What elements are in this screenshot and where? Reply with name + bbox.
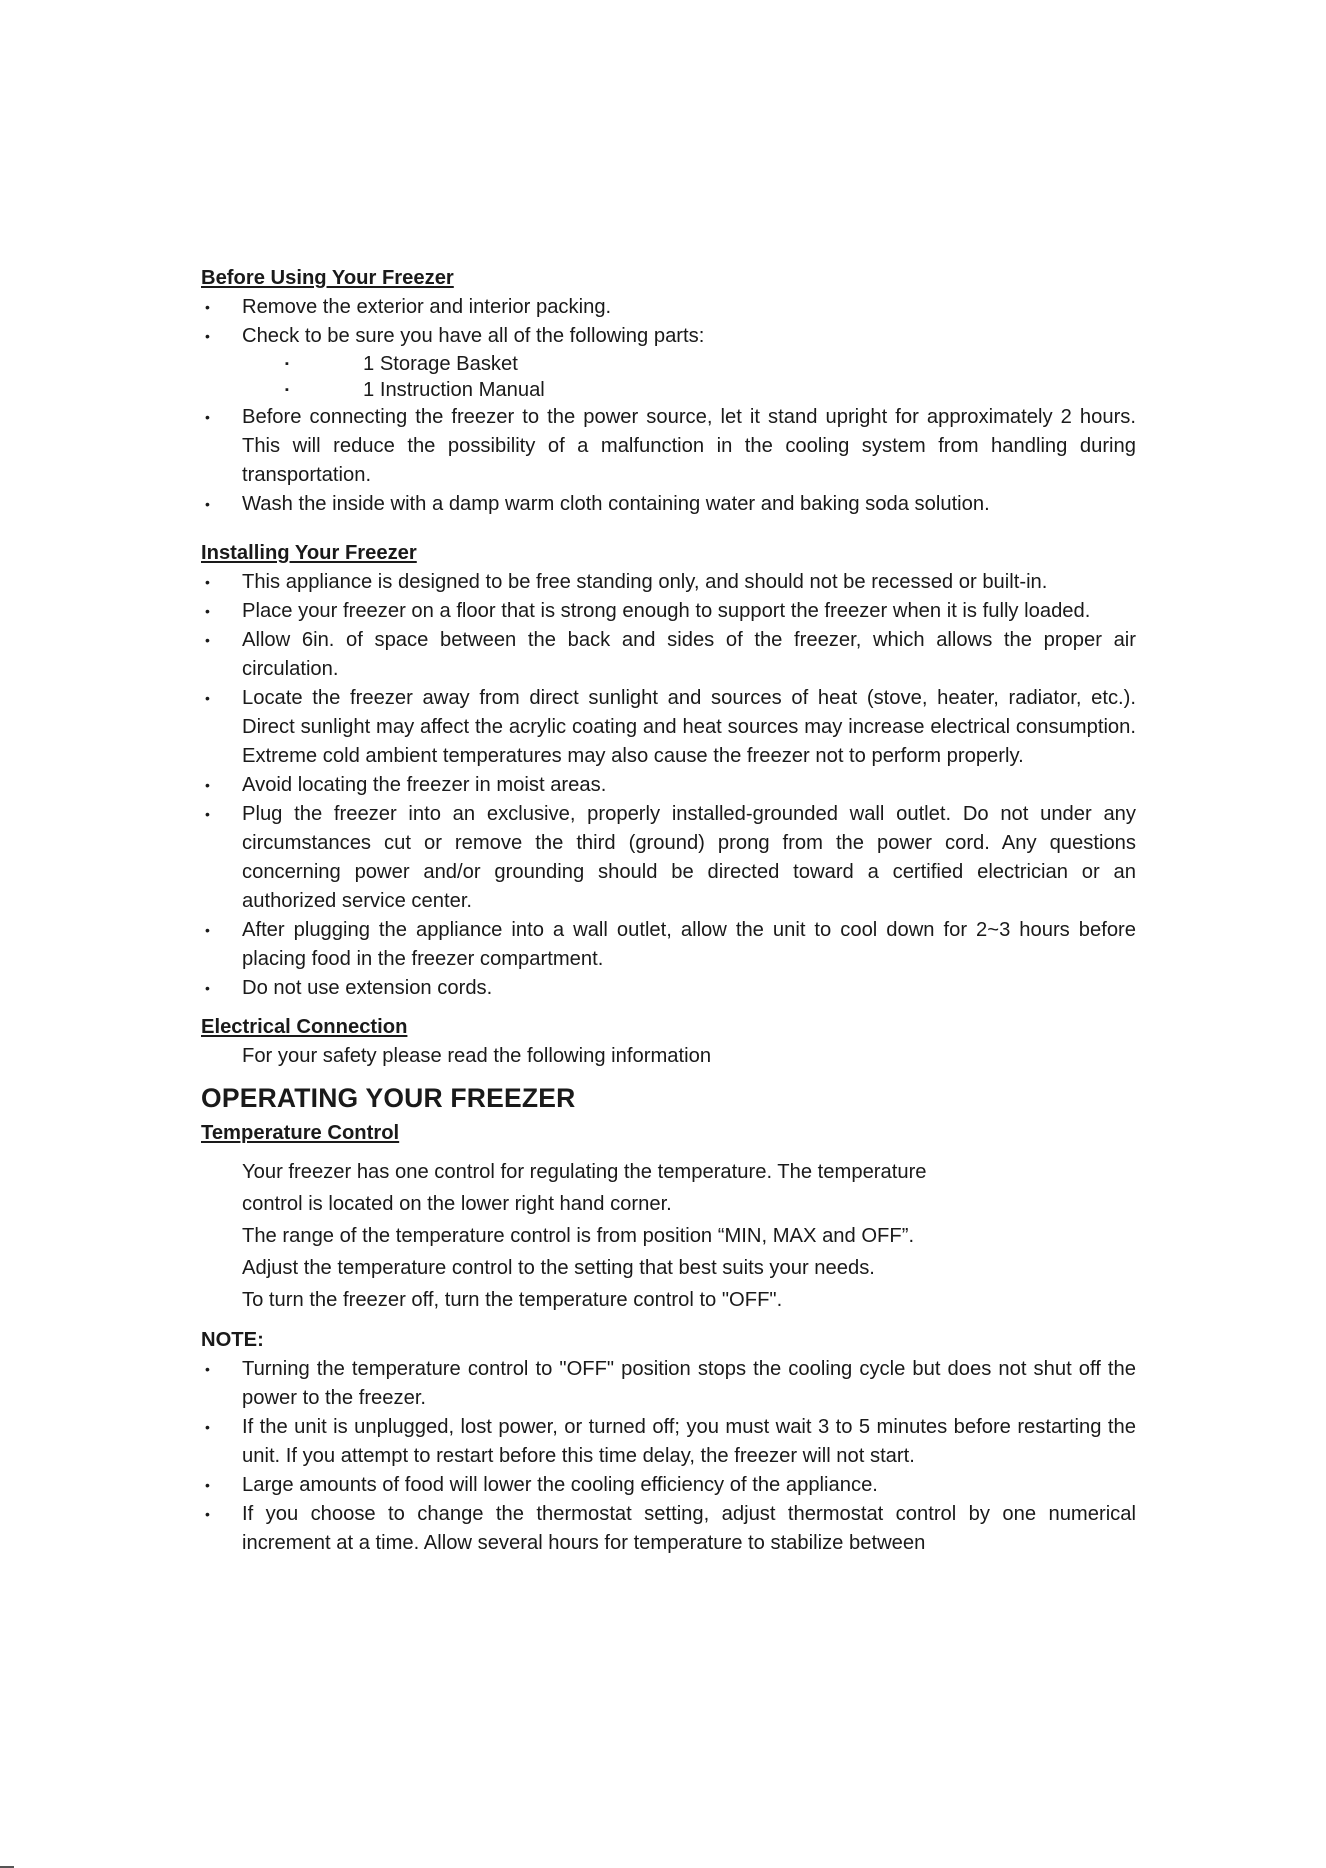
list-item-text: Plug the freezer into an exclusive, properly installed-grounded wall outlet. Do not under any circumstances cut or remove the third (ground) prong from the power cord. Any questions concerning power and/or grounding should be directed toward a certified electrician or an authorized service center. [242,803,1136,912]
section-heading-installing: Installing Your Freezer [201,542,417,564]
bullet-icon: • [205,980,210,996]
list-item-text: Turning the temperature control to "OFF" position stops the cooling cycle but does not shut off the power to the freezer. [242,1358,1136,1409]
list-item-text: Remove the exterior and interior packing. [242,296,612,318]
bullet-icon: • [205,806,210,822]
list-item-text: Allow 6in. of space between the back and sides of the freezer, which allows the proper air circulation. [242,629,1136,680]
bullet-icon: • [205,328,210,344]
list-item [201,568,1136,597]
list-item [201,800,1136,916]
list-item [201,916,1136,974]
part-item [201,377,1136,403]
bullet-icon: • [205,690,210,706]
note-label: NOTE: [201,1329,264,1351]
list-item [201,684,1136,771]
bullet-icon: • [205,1506,210,1522]
list-item [201,771,1136,800]
bullet-icon: • [205,1477,210,1493]
temperature-line: Your freezer has one control for regulating the temperature. The temperature [242,1161,927,1183]
list-item [201,1500,1136,1558]
bullet-icon: • [205,299,210,315]
bullet-icon: • [205,574,210,590]
list-item-text: Locate the freezer away from direct sunlight and sources of heat (stove, heater, radiator, etc.). Direct sunlight may affect the acrylic coating and heat sources may increase electrical consumption. Extreme cold ambient temperatures may also cause the freezer not to perform properly. [242,687,1136,767]
list-item-text: If the unit is unplugged, lost power, or turned off; you must wait 3 to 5 minutes before restarting the unit. If you attempt to restart before this time delay, the freezer will not start. [242,1416,1136,1467]
square-bullet-icon: ▪ [285,358,289,370]
temperature-line: control is located on the lower right hand corner. [242,1193,672,1215]
bullet-icon: • [205,1361,210,1377]
list-item [201,293,1136,322]
list-item-text: Wash the inside with a damp warm cloth containing water and baking soda solution. [242,493,990,515]
list-item [201,490,1136,519]
bullet-icon: • [205,632,210,648]
temperature-line: To turn the freezer off, turn the temperature control to "OFF". [242,1289,783,1311]
electrical-text: For your safety please read the following information [242,1045,712,1067]
list-item-text: Place your freezer on a floor that is strong enough to support the freezer when it is fully loaded. [242,600,1091,622]
list-item-text: Before connecting the freezer to the power source, let it stand upright for approximately 2 hours. This will reduce the possibility of a malfunction in the cooling system from handling during transportation. [242,406,1136,486]
list-item-text: Large amounts of food will lower the cooling efficiency of the appliance. [242,1474,878,1496]
part-item [201,351,1136,377]
list-item-text: This appliance is designed to be free standing only, and should not be recessed or built-in. [242,571,1048,593]
temperature-line: Adjust the temperature control to the setting that best suits your needs. [242,1257,875,1279]
list-item [201,1355,1136,1413]
list-item-text: Avoid locating the freezer in moist areas. [242,774,607,796]
section-heading-before-using: Before Using Your Freezer [201,267,454,289]
list-item-text: Check to be sure you have all of the following parts: [242,325,705,347]
bullet-icon: • [205,777,210,793]
bullet-icon: • [205,496,210,512]
list-item [201,322,1136,351]
part-item-text: 1 Instruction Manual [363,379,545,401]
part-item-text: 1 Storage Basket [363,353,518,375]
list-item-text: After plugging the appliance into a wall outlet, allow the unit to cool down for 2~3 hours before placing food in the freezer compartment. [242,919,1136,970]
bullet-icon: • [205,409,210,425]
list-item-text: Do not use extension cords. [242,977,493,999]
section-heading-electrical: Electrical Connection [201,1016,408,1038]
parts-list [201,351,1136,403]
square-bullet-icon: ▪ [285,384,289,396]
installing-list [201,568,1136,1003]
document-page [201,264,1136,1558]
bullet-icon: • [205,603,210,619]
bullet-icon: • [205,1419,210,1435]
before-using-list [201,293,1136,351]
list-item [201,403,1136,490]
list-item-text: If you choose to change the thermostat setting, adjust thermostat control by one numerical increment at a time. Allow several hours for temperature to stabilize between [242,1503,1136,1554]
list-item [201,1413,1136,1471]
bullet-icon: • [205,922,210,938]
note-list [201,1355,1136,1558]
before-using-list-continued [201,403,1136,519]
page-title: OPERATING YOUR FREEZER [201,1083,576,1113]
list-item [201,1471,1136,1500]
list-item [201,974,1136,1003]
list-item [201,597,1136,626]
section-heading-temperature: Temperature Control [201,1122,400,1144]
temperature-line: The range of the temperature control is from position “MIN, MAX and OFF”. [242,1225,915,1247]
list-item [201,626,1136,684]
